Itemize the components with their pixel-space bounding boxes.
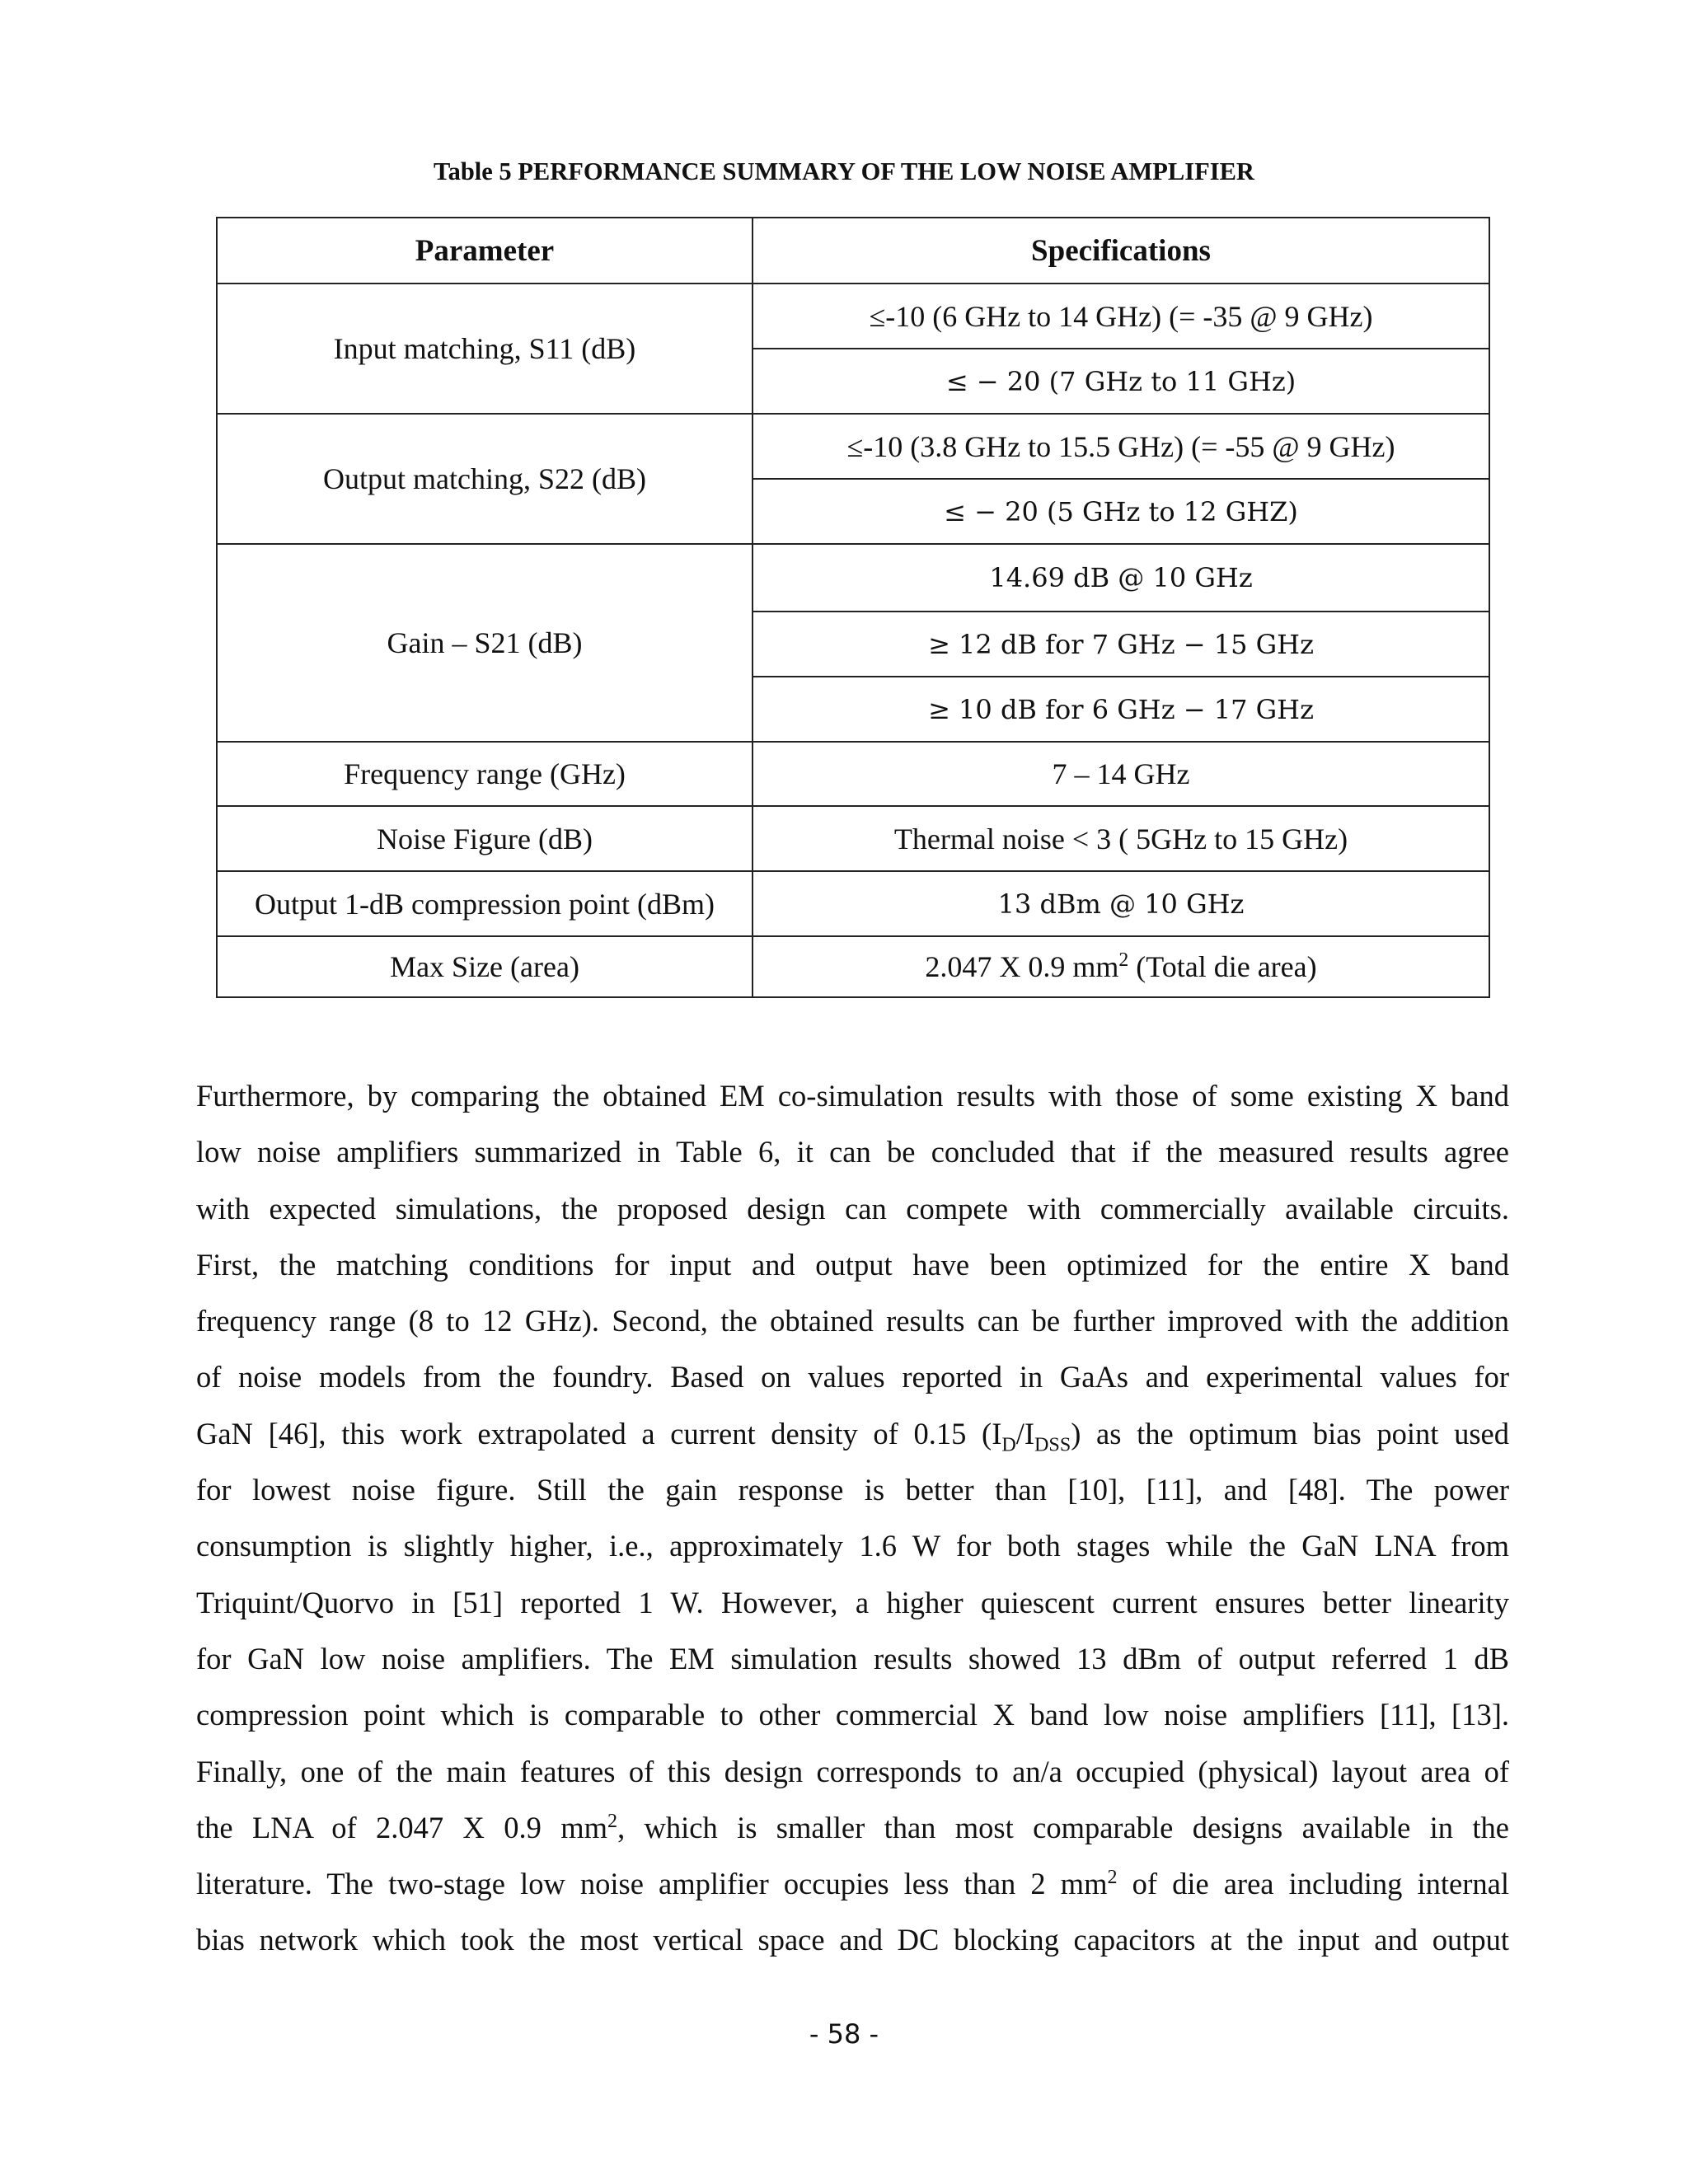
paragraph-line: consumption is slightly higher, i.e., approximately 1.6 W for both stages while the GaN LNA from [196,1529,1509,1563]
text-run: , which is smaller than most comparable designs available in the [617,1810,1509,1844]
table-row [217,742,1489,806]
superscript: 2 [1118,949,1129,971]
superscript: 2 [607,1810,618,1832]
param-max-size: Max Size (area) [217,936,753,997]
paragraph-line: low noise amplifiers summarized in Table 6, it can be concluded that if the measured results agree [196,1135,1509,1169]
header-specifications: Specifications [753,218,1489,284]
paragraph-line: for GaN low noise amplifiers. The EM simulation results showed 13 dBm of output referred 1 dB [196,1641,1509,1675]
subscript: DSS [1034,1434,1071,1456]
table-header-row [217,218,1489,284]
paragraph-line: bias network which took the most vertical space and DC blocking capacitors at the input and output [196,1923,1509,1957]
table-row [217,806,1489,871]
paragraph-line: of noise models from the foundry. Based on values reported in GaAs and experimental values for [196,1360,1509,1394]
table-row [217,871,1489,936]
text-run: literature. The two-stage low noise amplifier occupies less than 2 mm [196,1867,1108,1901]
table-row [217,284,1489,349]
spec-output-matching-2: ≤ − 20 (5 GHz to 12 GHZ) [753,479,1489,544]
spec-input-matching-1: ≤-10 (6 GHz to 14 GHz) (= -35 @ 9 GHz) [753,284,1489,349]
table-caption: Table 5 PERFORMANCE SUMMARY OF THE LOW NOISE AMPLIFIER [434,157,1254,185]
text-run: /I [1015,1416,1035,1451]
spec-max-size-note: (Total die area) [1128,950,1317,983]
spec-input-matching-2: ≤ − 20 (7 GHz to 11 GHz) [753,349,1489,414]
param-noise-figure: Noise Figure (dB) [217,806,753,871]
paragraph-line: Triquint/Quorvo in [51] reported 1 W. However, a higher quiescent current ensures better linearity [196,1585,1509,1619]
body-paragraph [196,1068,1509,1969]
spec-output-matching-1: ≤-10 (3.8 GHz to 15.5 GHz) (= -55 @ 9 GHz) [753,414,1489,479]
paragraph-line: Furthermore, by comparing the obtained EM co-simulation results with those of some existing X band [196,1079,1509,1113]
text-run: of die area including internal [1117,1867,1509,1901]
param-output-matching: Output matching, S22 (dB) [217,414,753,544]
param-gain: Gain – S21 (dB) [217,544,753,742]
spec-p1db: 13 dBm @ 10 GHz [753,871,1489,936]
paragraph-line: frequency range (8 to 12 GHz). Second, the obtained results can be further improved with the addition [196,1304,1509,1338]
text-run: ) as the optimum bias point used [1071,1416,1509,1451]
param-input-matching: Input matching, S11 (dB) [217,284,753,414]
table-row [217,544,1489,612]
table-row [217,936,1489,997]
header-parameter: Parameter [217,218,753,284]
paragraph-line [196,1406,1509,1462]
text-run: the LNA of 2.047 X 0.9 mm [196,1810,608,1844]
page-number: - 58 - [809,2018,879,2050]
spec-gain-2: ≥ 12 dB for 7 GHz − 15 GHz [753,612,1489,677]
superscript: 2 [1107,1867,1118,1888]
spec-noise-figure: Thermal noise < 3 ( 5GHz to 15 GHz) [753,806,1489,871]
spec-max-size [753,936,1489,997]
paragraph-line [196,1856,1509,1912]
param-frequency-range: Frequency range (GHz) [217,742,753,806]
text-run: GaN [46], this work extrapolated a current density of 0.15 (I [196,1416,1002,1451]
spec-frequency-range: 7 – 14 GHz [753,742,1489,806]
paragraph-line: First, the matching conditions for input and output have been optimized for the entire X band [196,1247,1509,1282]
paragraph-line [196,1800,1509,1856]
subscript: D [1001,1434,1016,1456]
paragraph-line: with expected simulations, the proposed design can compete with commercially available circuits. [196,1191,1509,1226]
spec-gain-1: 14.69 dB @ 10 GHz [753,544,1489,612]
spec-max-size-value: 2.047 X 0.9 mm [925,950,1119,983]
param-p1db: Output 1-dB compression point (dBm) [217,871,753,936]
spec-gain-3: ≥ 10 dB for 6 GHz − 17 GHz [753,677,1489,742]
paragraph-line: for lowest noise figure. Still the gain response is better than [10], [11], and [48]. The power [196,1473,1509,1507]
paragraph-line: compression point which is comparable to other commercial X band low noise amplifiers [11], [13]. [196,1698,1509,1732]
table-row [217,414,1489,479]
paragraph-line: Finally, one of the main features of this design corresponds to an/a occupied (physical) layout area of [196,1754,1509,1788]
performance-summary-table [216,217,1490,998]
